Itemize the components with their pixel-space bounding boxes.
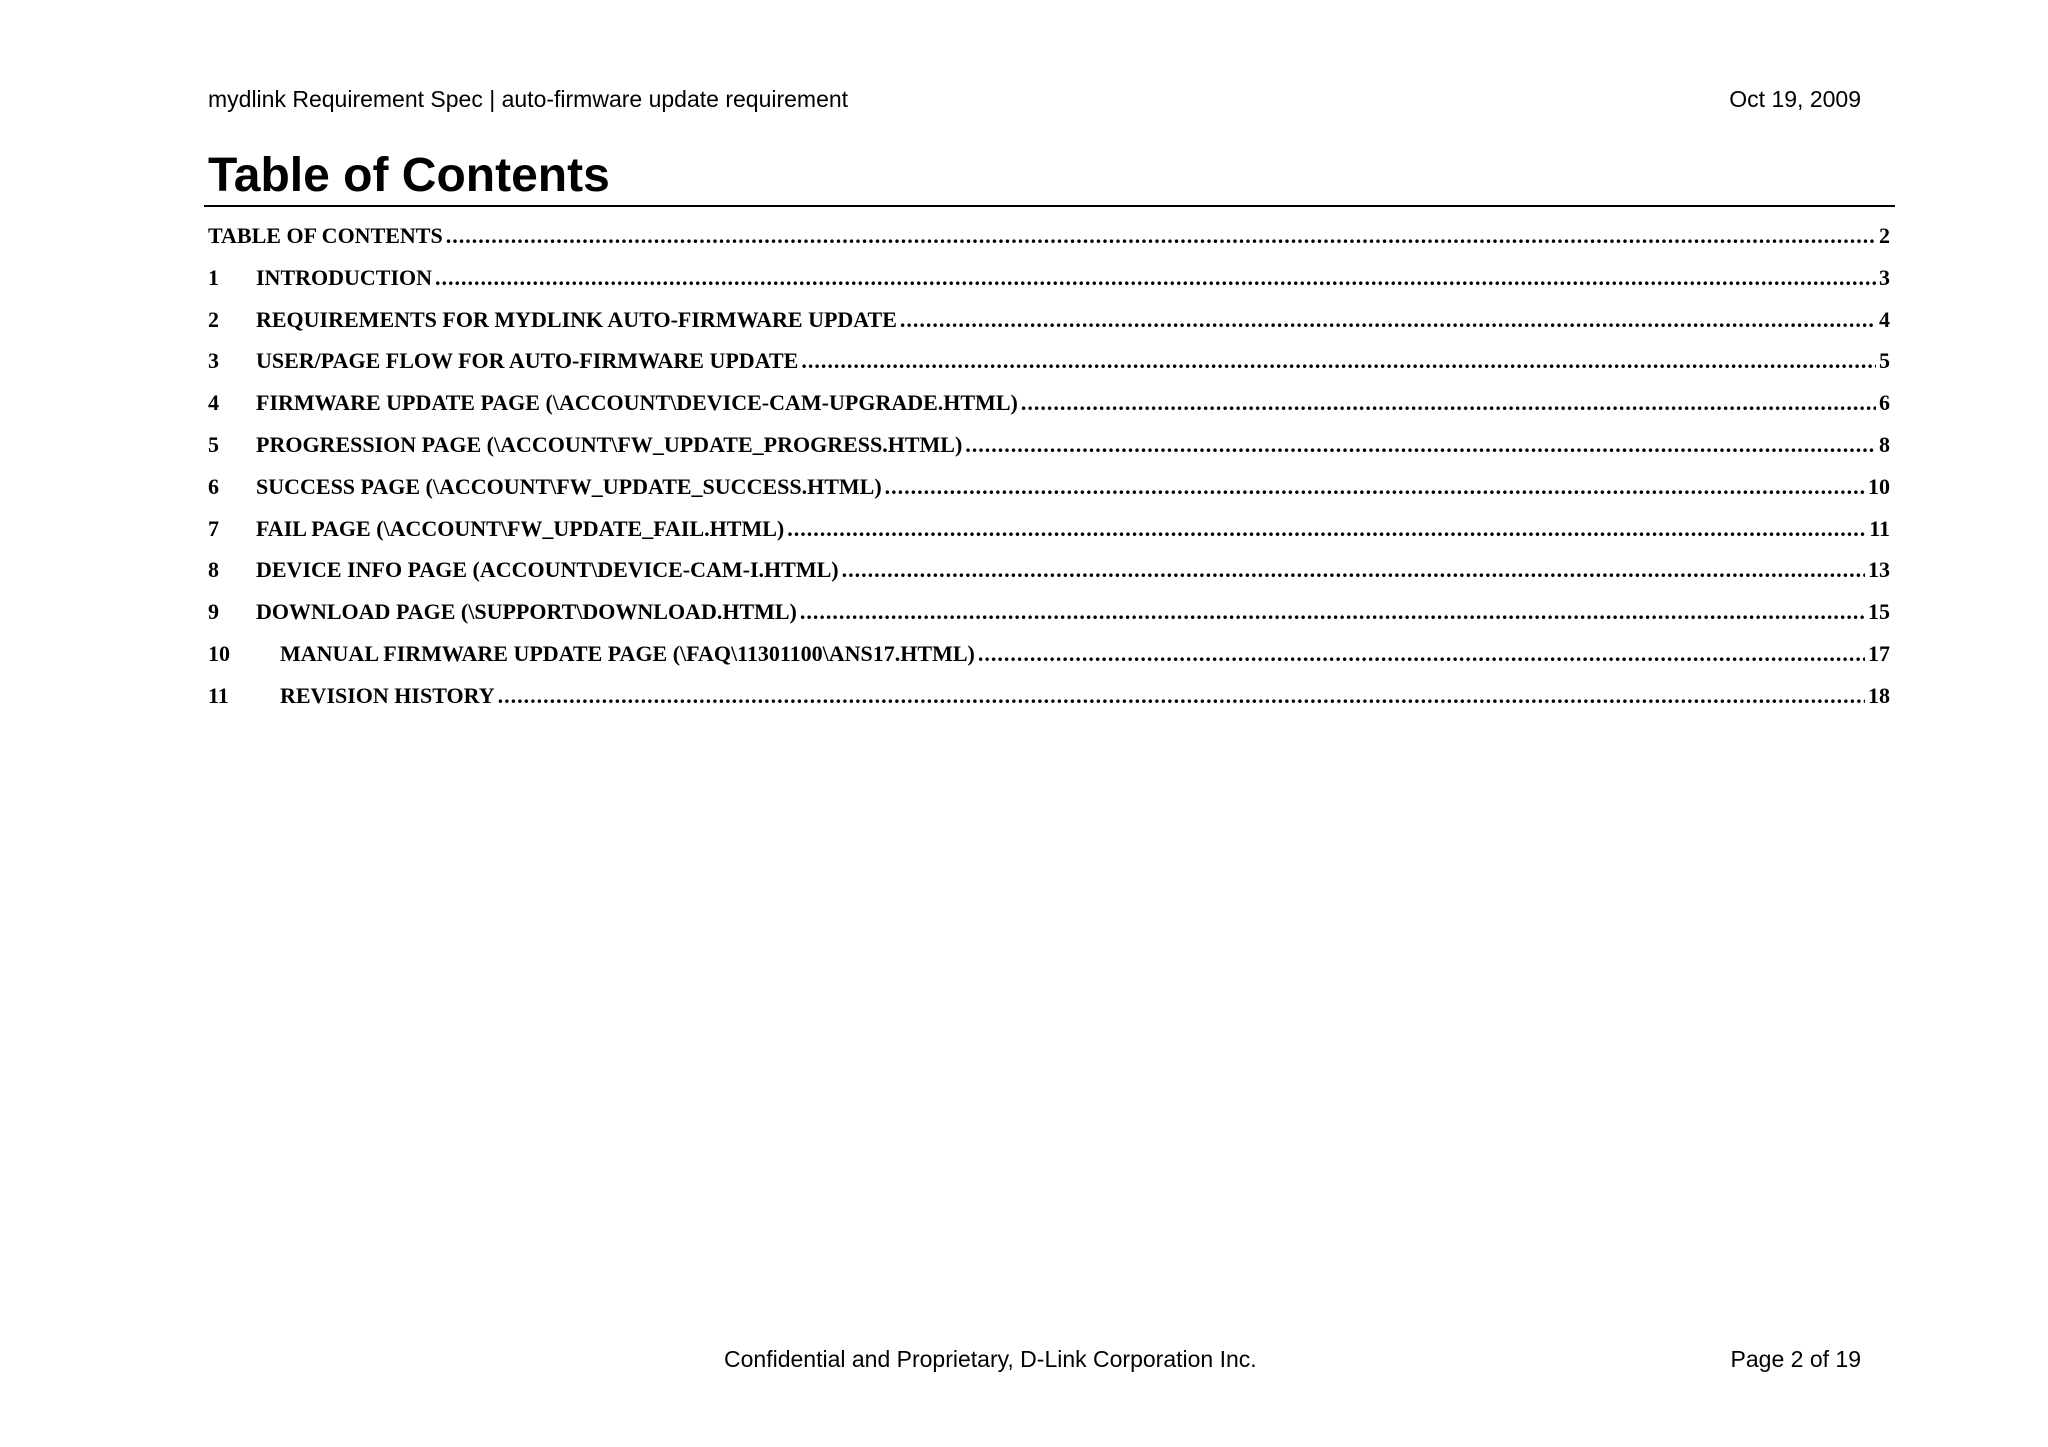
toc-dot-leader — [498, 678, 1865, 714]
header-date: Oct 19, 2009 — [1729, 86, 1861, 112]
toc-entry-number: 5 — [208, 431, 219, 457]
toc-entry-number: 3 — [208, 348, 219, 374]
toc-entry-number: 6 — [208, 473, 219, 499]
toc-entry-page-number[interactable]: 3 — [1879, 264, 1890, 290]
toc-entry-title[interactable]: DOWNLOAD PAGE (\SUPPORT\DOWNLOAD.HTML) — [256, 599, 797, 625]
toc-list — [208, 218, 1890, 720]
toc-entry-progression-page[interactable] — [208, 427, 1890, 469]
header-document-title: mydlink Requirement Spec | auto-firmware update requirement — [208, 86, 849, 112]
toc-entry-page-number[interactable]: 5 — [1879, 348, 1890, 374]
toc-entry-title[interactable]: TABLE OF CONTENTS — [208, 223, 443, 248]
toc-entry-page-number[interactable]: 17 — [1868, 640, 1890, 666]
toc-entry-page-number[interactable]: 4 — [1879, 306, 1890, 332]
toc-dot-leader — [800, 594, 1865, 630]
toc-entry-page-number[interactable]: 15 — [1868, 599, 1890, 625]
toc-dot-leader — [900, 302, 1876, 338]
toc-dot-leader — [965, 427, 1876, 463]
toc-dot-leader — [446, 218, 1876, 254]
footer-confidentiality-notice: Confidential and Proprietary, D-Link Corporation Inc. — [724, 1346, 1257, 1372]
toc-entry-fail-page[interactable] — [208, 511, 1890, 553]
toc-dot-leader — [435, 260, 1876, 296]
toc-entry-title[interactable]: REVISION HISTORY — [280, 682, 495, 708]
footer-page-number: Page 2 of 19 — [1730, 1346, 1861, 1372]
toc-entry-number: 1 — [208, 264, 219, 290]
toc-entry-success-page[interactable] — [208, 469, 1890, 511]
toc-entry-download-page[interactable] — [208, 594, 1890, 636]
toc-entry-revision-history[interactable] — [208, 678, 1890, 720]
toc-entry-manual-firmware-update-page[interactable] — [208, 636, 1890, 678]
toc-entry-title[interactable]: REQUIREMENTS FOR MYDLINK AUTO-FIRMWARE UPDATE — [256, 306, 897, 332]
page-title: Table of Contents — [208, 149, 610, 202]
toc-entry-title[interactable]: INTRODUCTION — [256, 264, 433, 290]
toc-dot-leader — [842, 552, 1865, 588]
toc-entry-number: 11 — [208, 682, 229, 708]
toc-entry-page-number[interactable]: 2 — [1879, 223, 1890, 248]
toc-entry-device-info-page[interactable] — [208, 552, 1890, 594]
toc-dot-leader — [885, 469, 1865, 505]
toc-entry-page-number[interactable]: 18 — [1868, 682, 1890, 708]
toc-entry-user-page-flow[interactable] — [208, 343, 1890, 385]
title-underline-divider — [204, 205, 1895, 207]
toc-entry-title[interactable]: SUCCESS PAGE (\ACCOUNT\FW_UPDATE_SUCCESS.HTML) — [256, 473, 882, 499]
toc-entry-page-number[interactable]: 11 — [1869, 515, 1890, 541]
toc-entry-firmware-update-page[interactable] — [208, 385, 1890, 427]
toc-entry-page-number[interactable]: 10 — [1868, 473, 1890, 499]
toc-entry-page-number[interactable]: 6 — [1879, 390, 1890, 416]
toc-entry-title[interactable]: USER/PAGE FLOW FOR AUTO-FIRMWARE UPDATE — [256, 348, 799, 374]
toc-entry-number: 10 — [208, 640, 230, 666]
toc-entry-number: 7 — [208, 515, 219, 541]
toc-entry-requirements[interactable] — [208, 302, 1890, 344]
toc-dot-leader — [978, 636, 1865, 672]
toc-entry-number: 4 — [208, 390, 219, 416]
toc-entry-title[interactable]: FAIL PAGE (\ACCOUNT\FW_UPDATE_FAIL.HTML) — [256, 515, 785, 541]
toc-entry-number: 2 — [208, 306, 219, 332]
toc-entry-number: 9 — [208, 599, 219, 625]
toc-entry-title[interactable]: DEVICE INFO PAGE (ACCOUNT\DEVICE-CAM-I.HTML) — [256, 557, 839, 583]
toc-dot-leader — [1021, 385, 1876, 421]
toc-dot-leader — [787, 511, 1866, 547]
toc-entry-title[interactable]: MANUAL FIRMWARE UPDATE PAGE (\FAQ\11301100\ANS17.HTML) — [280, 640, 975, 666]
toc-entry-title[interactable]: FIRMWARE UPDATE PAGE (\ACCOUNT\DEVICE-CAM-UPGRADE.HTML) — [256, 390, 1018, 416]
toc-entry-introduction[interactable] — [208, 260, 1890, 302]
toc-entry-page-number[interactable]: 8 — [1879, 431, 1890, 457]
toc-entry-title[interactable]: PROGRESSION PAGE (\ACCOUNT\FW_UPDATE_PROGRESS.HTML) — [256, 431, 963, 457]
toc-entry-number: 8 — [208, 557, 219, 583]
toc-entry-table-of-contents[interactable] — [208, 218, 1890, 260]
toc-entry-page-number[interactable]: 13 — [1868, 557, 1890, 583]
toc-dot-leader — [801, 343, 1876, 379]
